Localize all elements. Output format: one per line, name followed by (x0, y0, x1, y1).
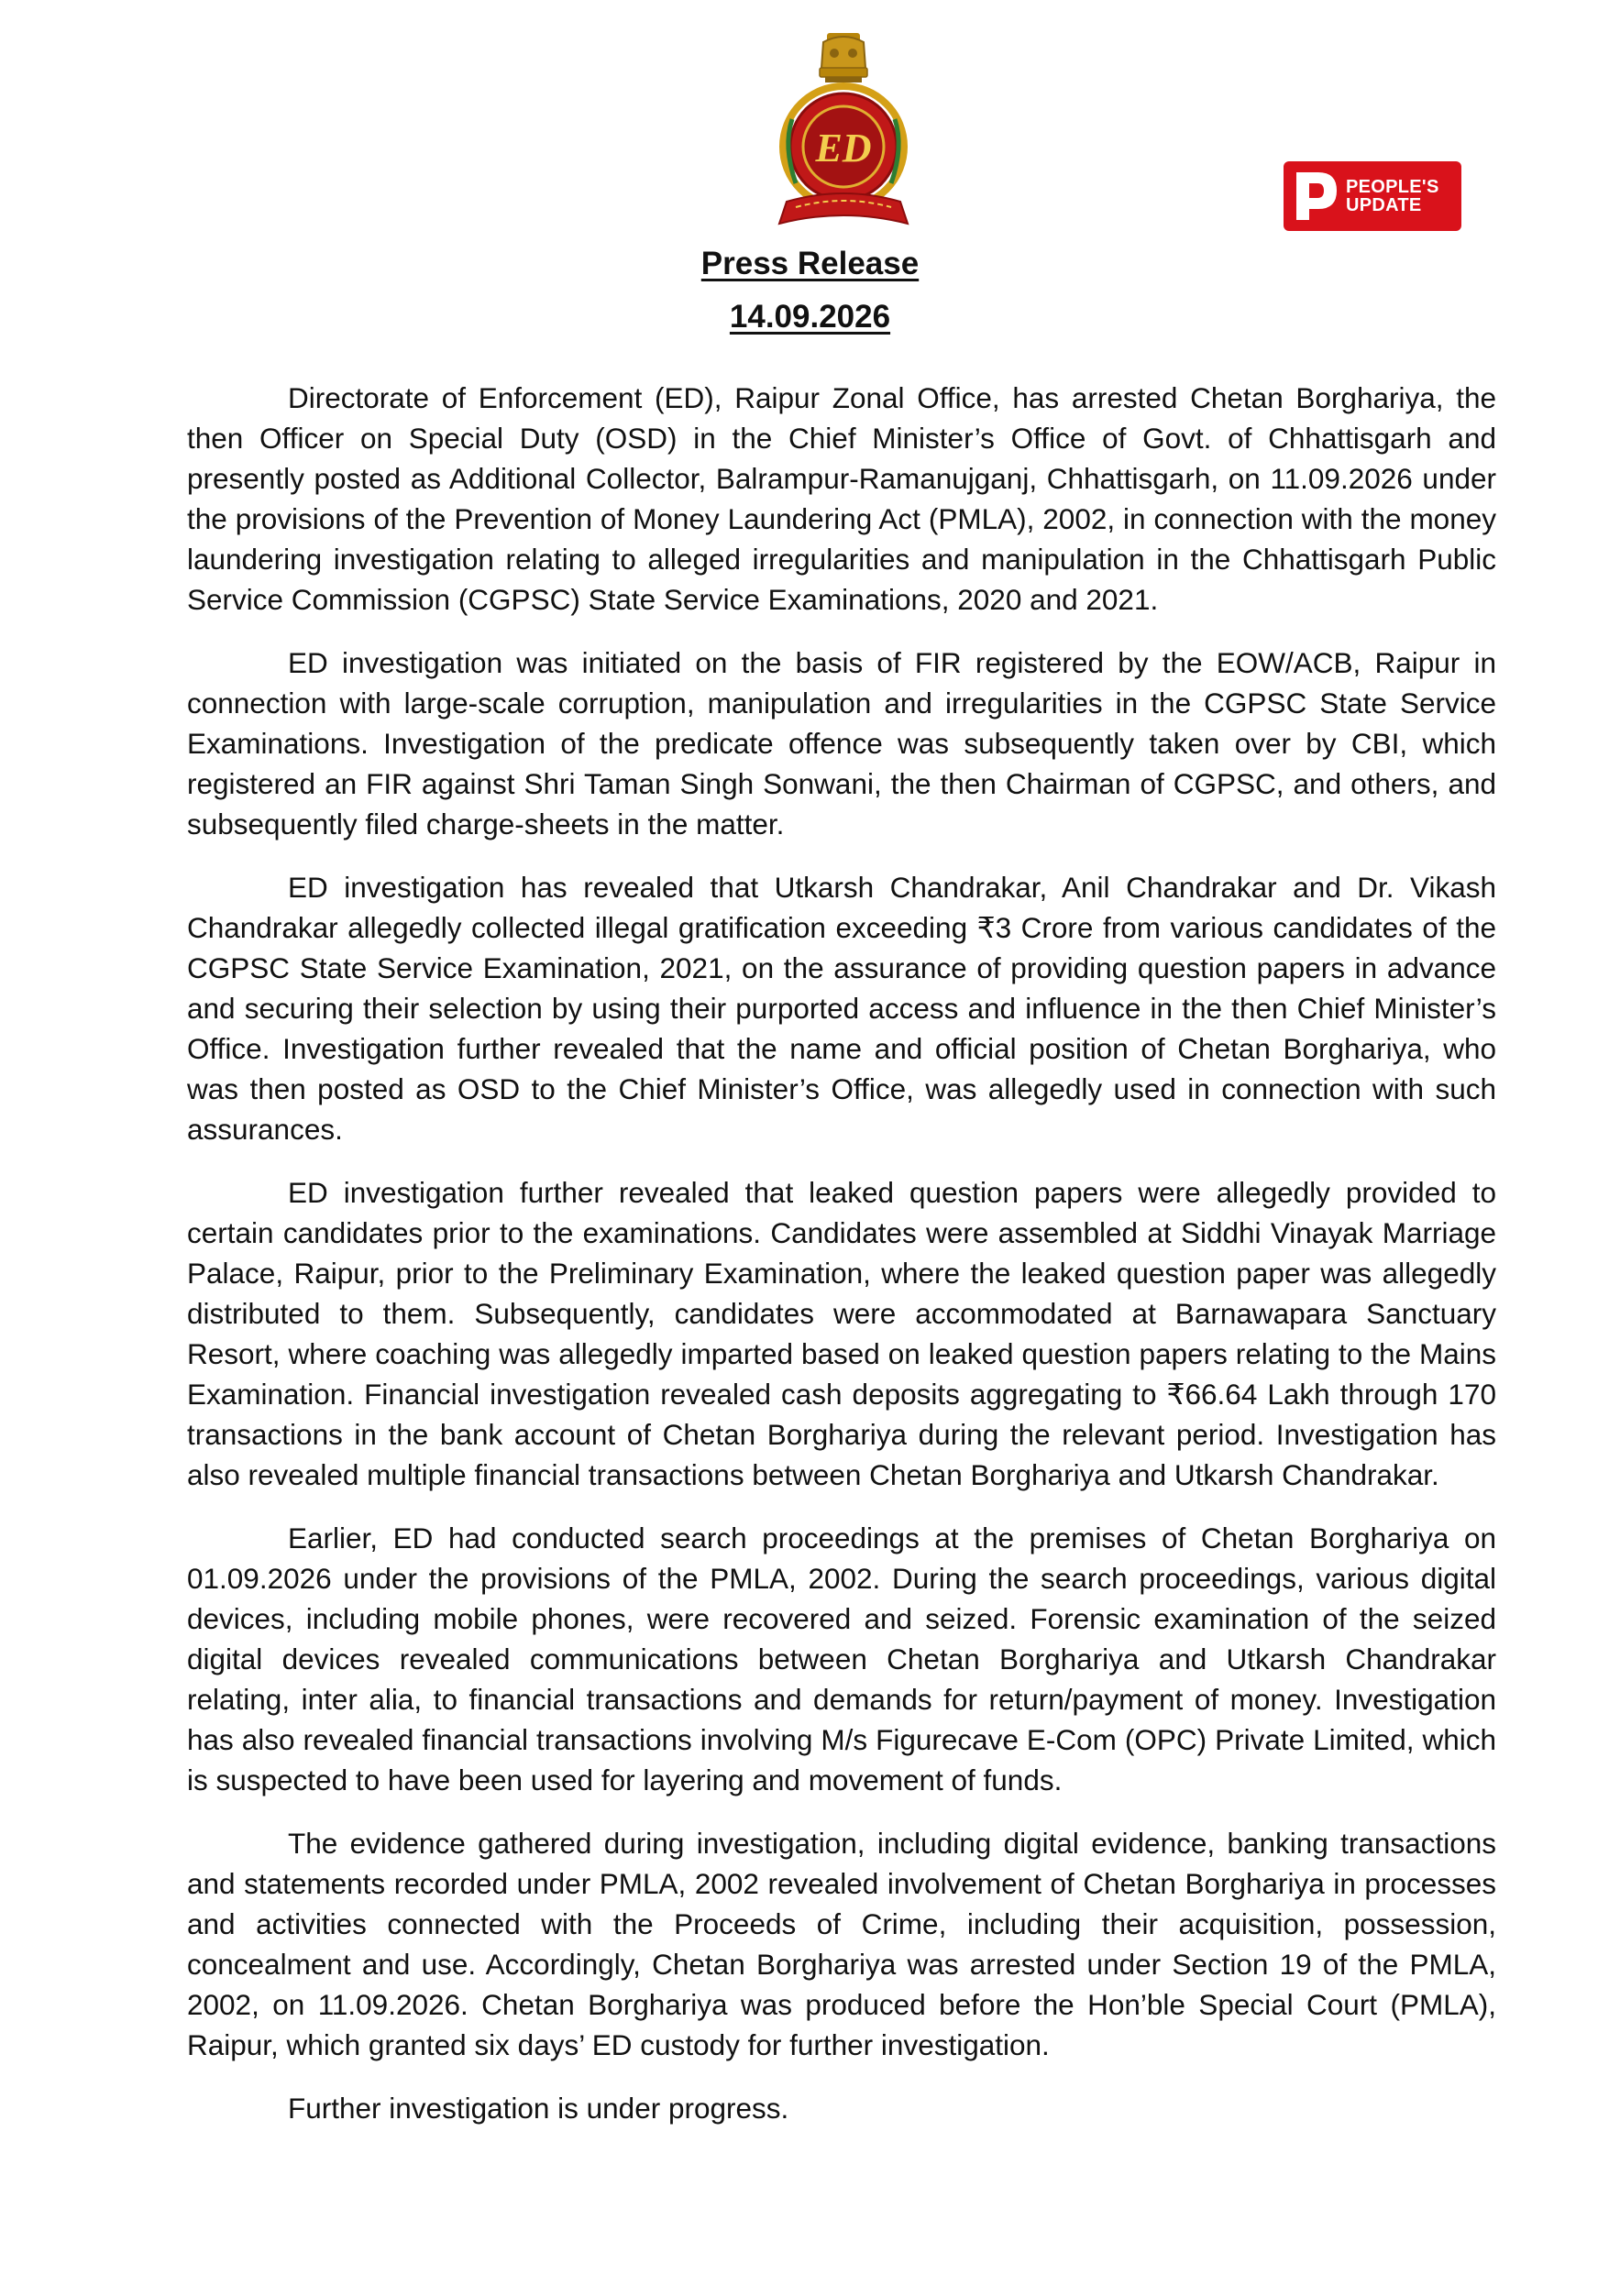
document-date: 14.09.2026 (729, 299, 891, 335)
document-title: Press Release (700, 246, 920, 281)
paragraph-4: ED investigation further revealed that leaked question papers were allegedly provided to certain candidates prior to the examinations. Candidates were assembled at Siddhi Vinayak Marriage Palace, Raipur, prior to the Preliminary Examination, where the leaked question paper was allegedly distributed to them. Subsequently, candidates were accommodated at Barnawapara Sanctuary Resort, where coaching was allegedly imparted based on leaked question papers relating to the Mains Examination. Financial investigation revealed cash deposits aggregating to ₹66.64 Lakh through 170 transactions in the bank account of Chetan Borghariya during the relevant period. Investigation has also revealed multiple financial transactions between Chetan Borghariya and Utkarsh Chandrakar. (187, 1176, 1496, 1491)
ed-emblem-icon (770, 27, 917, 234)
paragraph-6: The evidence gathered during investigation, including digital evidence, banking transactions and statements recorded under PMLA, 2002 revealed involvement of Chetan Borghariya in processes and activities connected with the Proceeds of Crime, including their acquisition, possession, concealment and use. Accordingly, Chetan Borghariya was arrested under Section 19 of the PMLA, 2002, on 11.09.2026. Chetan Borghariya was produced before the Hon’ble Special Court (PMLA), Raipur, which granted six days’ ED custody for further investigation. (187, 1827, 1496, 2061)
peoples-update-p-icon (1291, 169, 1340, 224)
peoples-update-logo (1284, 161, 1461, 231)
svg-text:ED: ED (815, 126, 872, 170)
paragraph-2: ED investigation was initiated on the basis of FIR registered by the EOW/ACB, Raipur in connection with large-scale corruption, manipulation and irregularities in the CGPSC State Service Examinations. Investigation of the predicate offence was subsequently taken over by CBI, which registered an FIR against Shri Taman Singh Sonwani, the then Chairman of CGPSC, and others, and subsequently filed charge-sheets in the matter. (187, 646, 1496, 840)
press-release-body (187, 378, 1496, 2151)
logo-line-2: UPDATE (1346, 195, 1422, 215)
logo-line-1: PEOPLE'S (1346, 177, 1439, 197)
paragraph-3: ED investigation has revealed that Utkarsh Chandrakar, Anil Chandrakar and Dr. Vikash Chandrakar allegedly collected illegal gratification exceeding ₹3 Crore from various candidates of the CGPSC State Service Examination, 2021, on the assurance of providing question papers in advance and securing their selection by using their purported access and influence in the then Chief Minister’s Office. Investigation further revealed that the name and official position of Chetan Borghariya, who was then posted as OSD to the Chief Minister’s Office, was allegedly used in connection with such assurances. (187, 871, 1496, 1146)
paragraph-1: Directorate of Enforcement (ED), Raipur Zonal Office, has arrested Chetan Borghariya, the then Officer on Special Duty (OSD) in the Chief Minister’s Office of Govt. of Chhattisgarh and presently posted as Additional Collector, Balrampur-Ramanujganj, Chhattisgarh, on 11.09.2026 under the provisions of the Prevention of Money Laundering Act (PMLA), 2002, in connection with the money laundering investigation relating to alleged irregularities and manipulation in the Chhattisgarh Public Service Commission (CGPSC) State Service Examinations, 2020 and 2021. (187, 381, 1496, 616)
paragraph-5: Earlier, ED had conducted search proceedings at the premises of Chetan Borghariya on 01.09.2026 under the provisions of the PMLA, 2002. During the search proceedings, various digital devices, including mobile phones, were recovered and seized. Forensic examination of the seized digital devices revealed communications between Chetan Borghariya and Utkarsh Chandrakar relating, inter alia, to financial transactions and demands for return/payment of money. Investigation has also revealed financial transactions involving M/s Figurecave E-Com (OPC) Private Limited, which is suspected to have been used for layering and movement of funds. (187, 1522, 1496, 1796)
paragraph-7: Further investigation is under progress. (288, 2092, 789, 2125)
